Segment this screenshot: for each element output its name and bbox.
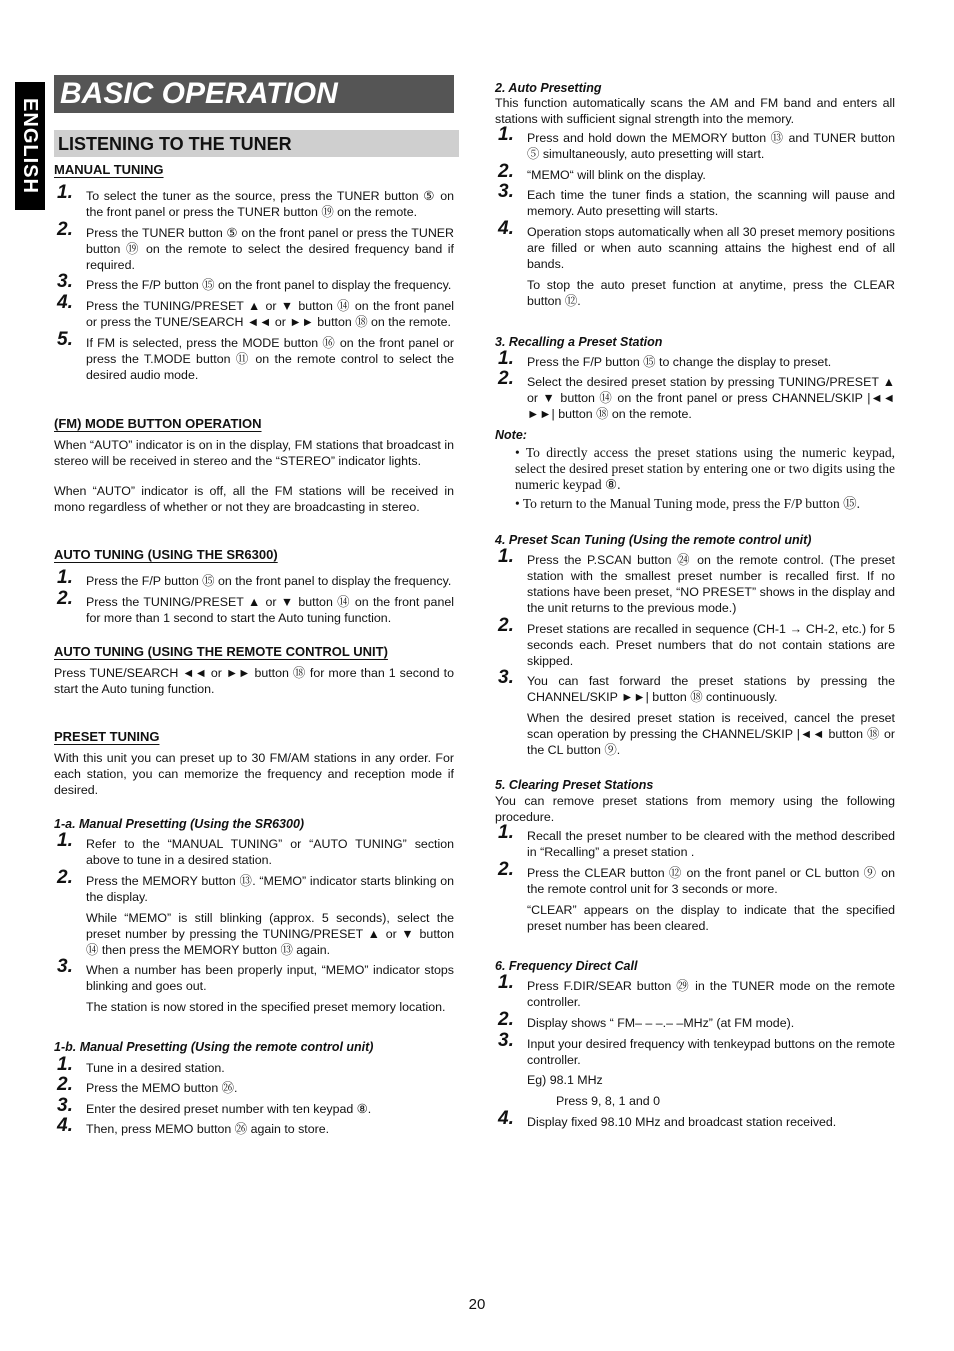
step-text: “MEMO“ will blink on the display. bbox=[527, 168, 706, 182]
step-text: Press the F/P button ⑮ on the front panel to display the frequency. bbox=[86, 574, 452, 588]
step-text: Press the TUNER button ⑤ on the front panel or press the TUNER button ⑲ on the remote to select the desired frequency band if required. bbox=[86, 226, 454, 272]
preset-scan-heading: 4. Preset Scan Tuning (Using the remote control unit) bbox=[495, 533, 812, 547]
example-line: Eg) 98.1 MHz bbox=[527, 1073, 603, 1087]
step-item bbox=[495, 124, 895, 162]
step-item bbox=[495, 546, 895, 616]
step-item bbox=[495, 1009, 895, 1031]
step-text: Then, press MEMO button ㉖ again to store. bbox=[86, 1122, 330, 1136]
step-item bbox=[54, 292, 454, 330]
step-number: 2. bbox=[498, 161, 514, 182]
step-item bbox=[54, 567, 454, 589]
fm-mode-para-1: When “AUTO” indicator is on in the display, FM stations that broadcast in stereo will be received in stereo and the “STEREO” indicator lights. bbox=[54, 438, 454, 468]
step-item bbox=[54, 956, 454, 1020]
step-text bbox=[86, 873, 454, 958]
step-text: Press and hold down the MEMORY button ⑬ and TUNER button ⑤ simultaneously, auto presetting will start. bbox=[527, 131, 895, 161]
section-title: LISTENING TO THE TUNER bbox=[58, 134, 292, 154]
preset-tuning-heading: PRESET TUNING bbox=[54, 729, 160, 744]
step-text-line: While “MEMO” is still blinking (approx. 5 seconds), select the preset number by pressing the TUNING/PRESET ▲ or ▼ button ⑭ then press the MEMORY button ⑬ again. bbox=[86, 911, 454, 957]
step-number: 3. bbox=[498, 181, 514, 202]
step-number: 2. bbox=[57, 1074, 73, 1095]
auto-presetting-intro: This function automatically scans the AM and FM band and enters all stations with sufficient signal strength into the memory. bbox=[495, 96, 895, 126]
step-text-line: Press the CLEAR button ⑫ on the front panel or CL button ⑨ on the remote control unit for 3 seconds or more. bbox=[527, 866, 895, 896]
step-item bbox=[495, 667, 895, 763]
fm-mode-para-2: When “AUTO” indicator is off, all the FM stations will be received in mono regardless of whether or not they are broadcasting in stereo. bbox=[54, 484, 454, 514]
step-text: Display shows “ FM– – –.– –MHz” (at FM mode). bbox=[527, 1016, 795, 1030]
step-text: Each time the tuner finds a station, the scanning will pause and memory. Auto presetting will starts. bbox=[527, 188, 895, 218]
step-item bbox=[54, 1054, 454, 1076]
step-text bbox=[527, 865, 895, 934]
example-press-line: Press 9, 8, 1 and 0 bbox=[556, 1094, 661, 1108]
step-item bbox=[495, 161, 895, 183]
step-item bbox=[495, 822, 895, 860]
page-title: BASIC OPERATION bbox=[60, 77, 338, 110]
section-title-banner bbox=[54, 130, 459, 157]
step-text: Press F.DIR/SEAR button ㉙ in the TUNER mode on the remote controller. bbox=[527, 979, 895, 1009]
clearing-heading: 5. Clearing Preset Stations bbox=[495, 778, 654, 792]
step-text: Display fixed 98.10 MHz and broadcast station received. bbox=[527, 1115, 837, 1129]
step-text-line: The station is now stored in the specified preset memory location. bbox=[86, 1000, 446, 1014]
step-number: 4. bbox=[498, 1108, 514, 1129]
step-number: 1. bbox=[57, 182, 73, 203]
language-tab-label: ENGLISH bbox=[19, 98, 41, 194]
step-number: 5. bbox=[57, 329, 73, 350]
language-tab bbox=[15, 82, 45, 210]
step-item bbox=[54, 271, 454, 293]
step-text-line: When a number has been properly input, “MEMO” indicator stops blinking and goes out. bbox=[86, 963, 454, 993]
step-number: 1. bbox=[57, 830, 73, 851]
step-text: Tune in a desired station. bbox=[86, 1061, 225, 1075]
page-number: 20 bbox=[468, 1296, 486, 1313]
step-text: Select the desired preset station by pressing TUNING/PRESET ▲ or ▼ button ⑭ on the front panel or press CHANNEL/SKIP |◄◄ ►►| button ⑱ on the remote. bbox=[527, 375, 895, 421]
step-number: 3. bbox=[498, 667, 514, 688]
step-text: Preset stations are recalled in sequence (CH-1 → CH-2, etc.) for 5 seconds each. Preset numbers that do not contain stations are skipped. bbox=[527, 622, 895, 668]
step-number: 2. bbox=[498, 368, 514, 389]
fm-mode-heading: (FM) MODE BUTTON OPERATION bbox=[54, 416, 262, 431]
step-item bbox=[495, 1108, 895, 1130]
note-2: • To return to the Manual Tuning mode, press the F/P button ⑮. bbox=[515, 496, 861, 511]
recalling-heading: 3. Recalling a Preset Station bbox=[495, 335, 663, 349]
step-text: Press the P.SCAN button ㉔ on the remote control. (The preset station with the smallest preset number is recalled first. If no stations have been preset, “NO PRESET” shows in the display and the unit returns to the previous mode.) bbox=[527, 553, 895, 615]
step-number: 1. bbox=[57, 1054, 73, 1075]
step-number: 4. bbox=[57, 1115, 73, 1136]
step-item bbox=[54, 588, 454, 626]
page-title-banner bbox=[54, 75, 454, 113]
step-number: 3. bbox=[57, 1095, 73, 1116]
step-item bbox=[495, 181, 895, 219]
step-text-line: Press the MEMORY button ⑬. “MEMO” indicator starts blinking on the display. bbox=[86, 874, 454, 904]
step-text bbox=[527, 673, 895, 758]
step-number: 2. bbox=[57, 588, 73, 609]
auto-tuning-sr6300-heading: AUTO TUNING (USING THE SR6300) bbox=[54, 547, 278, 562]
step-text-line: When the desired preset station is received, cancel the preset scan operation by pressing the CHANNEL/SKIP |◄◄ button ⑱ or the CL button ⑨. bbox=[527, 711, 895, 757]
step-text-line: Operation stops automatically when all 30 preset memory positions are filled or when auto scanning attains the highest end of all bands. bbox=[527, 225, 895, 271]
auto-presetting-heading: 2. Auto Presetting bbox=[495, 81, 602, 95]
note-1: • To directly access the preset stations using the numeric keypad, select the desired preset station by entering one or two digits using the numeric keypad ⑧. bbox=[515, 445, 895, 492]
step-text-line: “CLEAR” appears on the display to indicate that the specified preset number has been cleared. bbox=[527, 903, 895, 933]
step-text: Input your desired frequency with tenkeypad buttons on the remote controller. bbox=[527, 1037, 895, 1067]
note-label: Note: bbox=[495, 428, 527, 442]
step-item bbox=[54, 329, 454, 383]
step-number: 2. bbox=[498, 1009, 514, 1030]
step-text: If FM is selected, press the MODE button ⑯ on the front panel or press the T.MODE button ⑪ on the remote control to select the desired audio mode. bbox=[86, 336, 454, 382]
preset-tuning-para: With this unit you can preset up to 30 FM/AM stations in any order. For each station, you can memorize the frequency and reception mode if desired. bbox=[54, 751, 454, 797]
step-item bbox=[54, 219, 454, 273]
step-text: Press the MEMO button ㉖. bbox=[86, 1081, 238, 1095]
step-number: 1. bbox=[498, 972, 514, 993]
step-text: Enter the desired preset number with ten keypad ⑧. bbox=[86, 1102, 372, 1116]
step-item bbox=[54, 830, 454, 868]
step-text: To select the tuner as the source, press the TUNER button ⑤ on the front panel or press the TUNER button ⑲ on the remote. bbox=[86, 189, 454, 219]
step-text: Press the TUNING/PRESET ▲ or ▼ button ⑭ on the front panel or press the TUNE/SEARCH ◄◄ or ►► button ⑱ on the remote. bbox=[86, 299, 454, 329]
freq-direct-heading: 6. Frequency Direct Call bbox=[495, 959, 638, 973]
manual-presetting-a-heading: 1-a. Manual Presetting (Using the SR6300) bbox=[54, 817, 305, 831]
clearing-intro: You can remove preset stations from memory using the following procedure. bbox=[495, 794, 895, 824]
manual-presetting-b-heading: 1-b. Manual Presetting (Using the remote control unit) bbox=[54, 1040, 374, 1054]
step-text: Press the F/P button ⑮ on the front panel to display the frequency. bbox=[86, 278, 452, 292]
step-number: 3. bbox=[57, 956, 73, 977]
step-text-line: You can fast forward the preset stations by pressing the CHANNEL/SKIP ►►| button ⑱ continuously. bbox=[527, 674, 895, 704]
step-number: 1. bbox=[498, 348, 514, 369]
step-item bbox=[54, 1095, 454, 1117]
step-item bbox=[495, 1030, 895, 1068]
auto-tuning-remote-para: Press TUNE/SEARCH ◄◄ or ►► button ⑱ for more than 1 second to start the Auto tuning function. bbox=[54, 666, 454, 696]
step-number: 3. bbox=[57, 271, 73, 292]
step-item bbox=[54, 867, 454, 963]
step-text: Recall the preset number to be cleared with the method described in “Recalling” a preset station . bbox=[527, 829, 895, 859]
step-number: 1. bbox=[498, 124, 514, 145]
step-number: 1. bbox=[498, 546, 514, 567]
step-item bbox=[54, 1074, 454, 1096]
step-item bbox=[495, 348, 895, 370]
step-text: Refer to the “MANUAL TUNING” or “AUTO TUNING” section above to tune in a desired station. bbox=[86, 837, 454, 867]
step-number: 2. bbox=[498, 859, 514, 880]
step-item bbox=[54, 182, 454, 220]
step-number: 4. bbox=[498, 218, 514, 239]
step-item bbox=[495, 859, 895, 939]
step-item bbox=[495, 972, 895, 1010]
step-number: 1. bbox=[498, 822, 514, 843]
step-text: Press the F/P button ⑮ to change the display to preset. bbox=[527, 355, 832, 369]
step-text-line: To stop the auto preset function at anytime, press the CLEAR button ⑫. bbox=[527, 278, 895, 308]
auto-tuning-remote-heading: AUTO TUNING (USING THE REMOTE CONTROL UNIT) bbox=[54, 644, 388, 659]
step-number: 4. bbox=[57, 292, 73, 313]
step-item bbox=[54, 1115, 454, 1137]
step-item bbox=[495, 368, 895, 422]
step-text bbox=[527, 224, 895, 309]
step-text bbox=[86, 962, 454, 1015]
step-text: Press the TUNING/PRESET ▲ or ▼ button ⑭ on the front panel for more than 1 second to start the Auto tuning function. bbox=[86, 595, 454, 625]
step-number: 2. bbox=[57, 867, 73, 888]
step-number: 1. bbox=[57, 567, 73, 588]
manual-tuning-heading: MANUAL TUNING bbox=[54, 162, 164, 177]
step-item bbox=[495, 615, 895, 669]
step-number: 2. bbox=[498, 615, 514, 636]
step-item bbox=[495, 218, 895, 314]
step-number: 2. bbox=[57, 219, 73, 240]
step-number: 3. bbox=[498, 1030, 514, 1051]
